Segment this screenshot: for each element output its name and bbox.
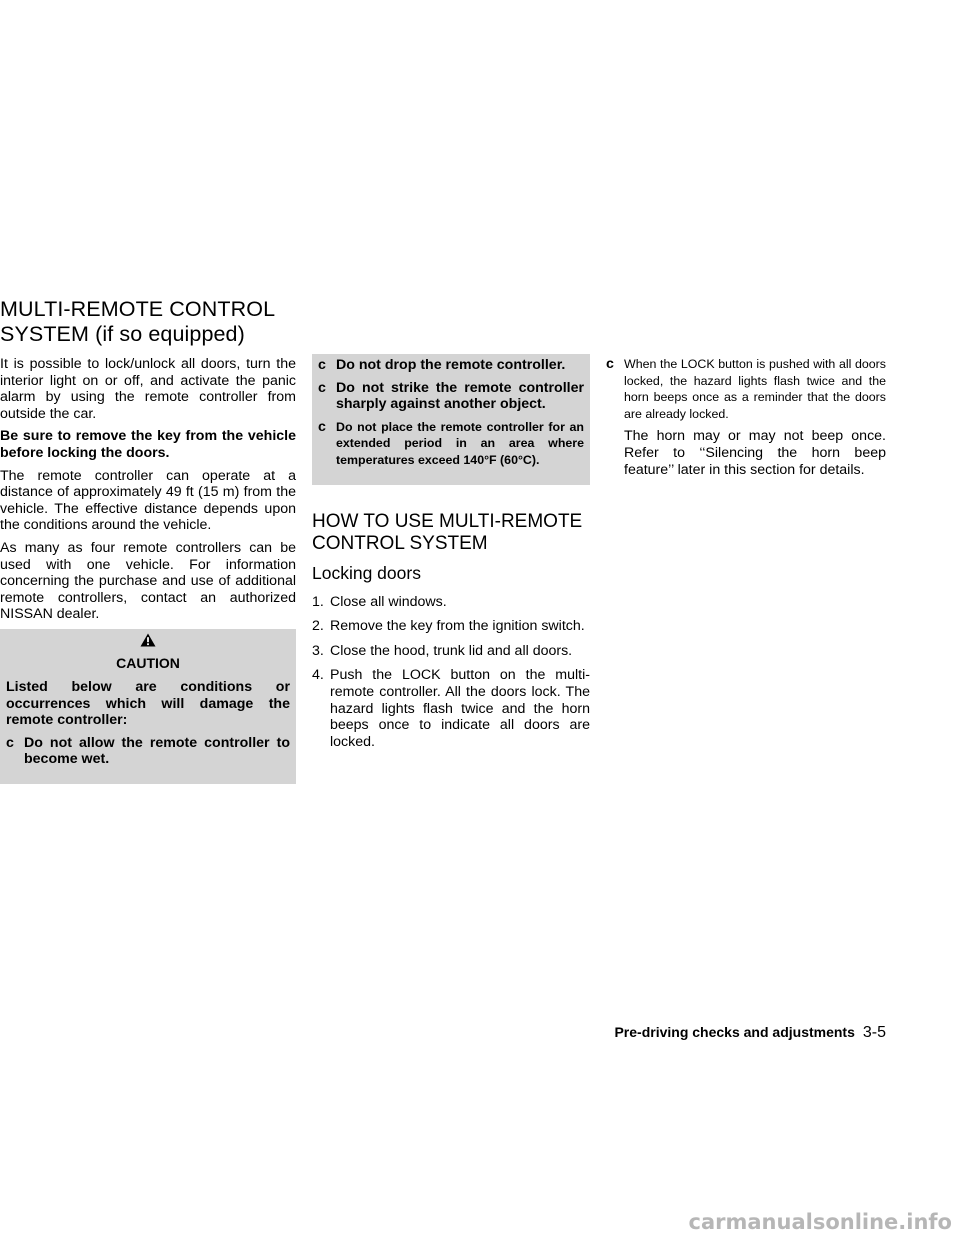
caution-item xyxy=(318,419,584,469)
column-2 xyxy=(312,356,590,758)
step-text: Close the hood, trunk lid and all doors. xyxy=(330,642,573,659)
caution-item xyxy=(318,380,584,413)
caution-item xyxy=(318,357,584,374)
watermark: carmanualsonline.info xyxy=(688,1210,952,1234)
footer-section-name: Pre-driving checks and adjustments xyxy=(614,1024,855,1040)
caution-item-text: Do not drop the remote controller. xyxy=(336,357,566,373)
range-paragraph: The remote controller can operate at a distance of approximately 49 ft (15 m) from the vehicle. The effective distance depends upon the conditions around the vehicle. xyxy=(0,467,296,534)
key-warning-paragraph: Be sure to remove the key from the vehicle before locking the doors. xyxy=(0,428,296,461)
page-number: 3-5 xyxy=(862,1024,886,1041)
caution-item-text: Do not allow the remote controller to become wet. xyxy=(24,734,290,768)
intro-paragraph: It is possible to lock/unlock all doors, turn the interior light on or off, and activate the panic alarm by using the remote controller from outside the car. xyxy=(0,356,296,422)
how-to-use-heading xyxy=(312,511,590,555)
bullet-mark: c xyxy=(318,418,326,435)
controllers-paragraph: As many as four remote controllers can be used with one vehicle. For information concerning the purchase and use of additional remote controllers, contact an authorized NISSAN dealer. xyxy=(0,539,296,623)
column-3 xyxy=(606,356,886,484)
reminder-bullet xyxy=(606,356,886,422)
caution-item-text: Do not strike the remote controller sharply against another object. xyxy=(336,379,584,413)
page-footer xyxy=(606,1024,886,1042)
step-item xyxy=(312,618,590,635)
step-text: Close all windows. xyxy=(330,593,447,610)
heading-line2: CONTROL SYSTEM xyxy=(312,532,488,554)
caution-box-continued xyxy=(312,354,590,485)
step-number: 4. xyxy=(312,667,324,684)
step-item xyxy=(312,594,590,611)
step-number: 2. xyxy=(312,618,324,635)
step-text: Remove the key from the ignition switch. xyxy=(330,618,585,635)
section-title-line1: MULTI-REMOTE CONTROL xyxy=(0,297,276,321)
section-title-line2: SYSTEM (if so equipped) xyxy=(0,322,245,346)
step-text: Push the LOCK button on the multi-remote controller. All the doors lock. The hazard lights flash twice and the horn beeps once to indicate all doors are locked. xyxy=(330,667,590,750)
warning-triangle-icon xyxy=(140,633,156,647)
horn-paragraph: The horn may or may not beep once. Refer to ‘‘Silencing the horn beep feature’’ later in this section for details. xyxy=(624,428,886,478)
bullet-mark: c xyxy=(606,356,614,372)
locking-steps xyxy=(312,594,590,751)
bullet-mark: c xyxy=(6,734,14,751)
caution-intro: Listed below are conditions or occurrences which will damage the remote controller: xyxy=(6,678,290,729)
step-number: 3. xyxy=(312,642,324,659)
step-item xyxy=(312,667,590,750)
bullet-mark: c xyxy=(318,379,326,396)
caution-box xyxy=(0,629,296,784)
column-1 xyxy=(0,356,296,784)
section-title xyxy=(0,297,275,347)
bullet-mark: c xyxy=(318,357,326,373)
caution-title: CAUTION xyxy=(116,654,180,671)
caution-item-text: Do not place the remote controller for an extended period in an area where temperatures exceed 140°F (60°C). xyxy=(336,419,584,467)
step-number: 1. xyxy=(312,593,324,610)
caution-header xyxy=(6,631,290,647)
locking-doors-subheading: Locking doors xyxy=(312,562,421,583)
heading-line1: HOW TO USE MULTI-REMOTE xyxy=(312,510,583,532)
reminder-bullet-text: When the LOCK button is pushed with all doors locked, the hazard lights flash twice and the horn beeps once as a reminder that the doors are already locked. xyxy=(624,357,886,421)
caution-item xyxy=(6,735,290,768)
step-item xyxy=(312,643,590,660)
